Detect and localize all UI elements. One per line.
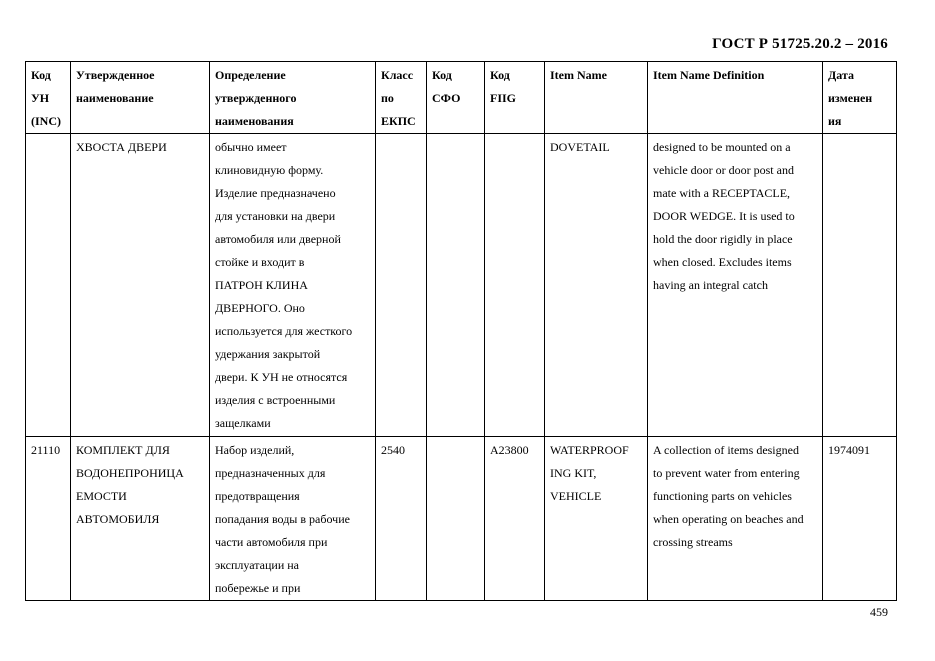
cell-definition-ru: Набор изделий, предназначенных для предотвращения попадания воды в рабочие части автомобиля при эксплуатации на побережье и при (210, 437, 376, 601)
cell-item-name: DOVETAIL (545, 134, 648, 437)
cell-definition-en: A collection of items designed to prevent water from entering functioning parts on vehicles when operating on beaches and crossing streams (648, 437, 823, 601)
column-header-fiig: Код FIIG (485, 62, 545, 134)
column-header-sfo: Код СФО (427, 62, 485, 134)
cell-item-name: WATERPROOF ING KIT, VEHICLE (545, 437, 648, 601)
table-row (26, 437, 897, 601)
column-header-approved-name: Утвержденное наименование (71, 62, 210, 134)
cell-sfo (427, 134, 485, 437)
cell-approved-name: ХВОСТА ДВЕРИ (71, 134, 210, 437)
register-table (25, 61, 897, 601)
cell-definition-ru: обычно имеет клиновидную форму. Изделие предназначено для установки на двери автомобиля или дверной стойке и входит в ПАТРОН КЛИНА ДВЕРНОГО. Оно используется для жесткого удержания закрытой двери. К УН не относятся изделия с встроенными защелками (210, 134, 376, 437)
cell-definition-en: designed to be mounted on a vehicle door or door post and mate with a RECEPTACLE, DOOR WEDGE. It is used to hold the door rigidly in place when closed. Excludes items having an integral catch (648, 134, 823, 437)
header-row (26, 62, 897, 134)
column-header-item-name: Item Name (545, 62, 648, 134)
column-header-date: Дата изменен ия (823, 62, 897, 134)
table-row (26, 134, 897, 437)
column-header-definition-ru: Определение утвержденного наименования (210, 62, 376, 134)
cell-inc (26, 134, 71, 437)
cell-class: 2540 (376, 437, 427, 601)
cell-approved-name: КОМПЛЕКТ ДЛЯ ВОДОНЕПРОНИЦА ЕМОСТИ АВТОМОБИЛЯ (71, 437, 210, 601)
cell-date (823, 134, 897, 437)
cell-date: 1974091 (823, 437, 897, 601)
cell-fiig (485, 134, 545, 437)
column-header-definition-en: Item Name Definition (648, 62, 823, 134)
page-number: 459 (870, 605, 888, 619)
cell-sfo (427, 437, 485, 601)
column-header-inc: Код УН (INC) (26, 62, 71, 134)
cell-inc: 21110 (26, 437, 71, 601)
column-header-class: Класс по ЕКПС (376, 62, 427, 134)
cell-class (376, 134, 427, 437)
cell-fiig: A23800 (485, 437, 545, 601)
document-title: ГОСТ Р 51725.20.2 – 2016 (712, 36, 888, 52)
